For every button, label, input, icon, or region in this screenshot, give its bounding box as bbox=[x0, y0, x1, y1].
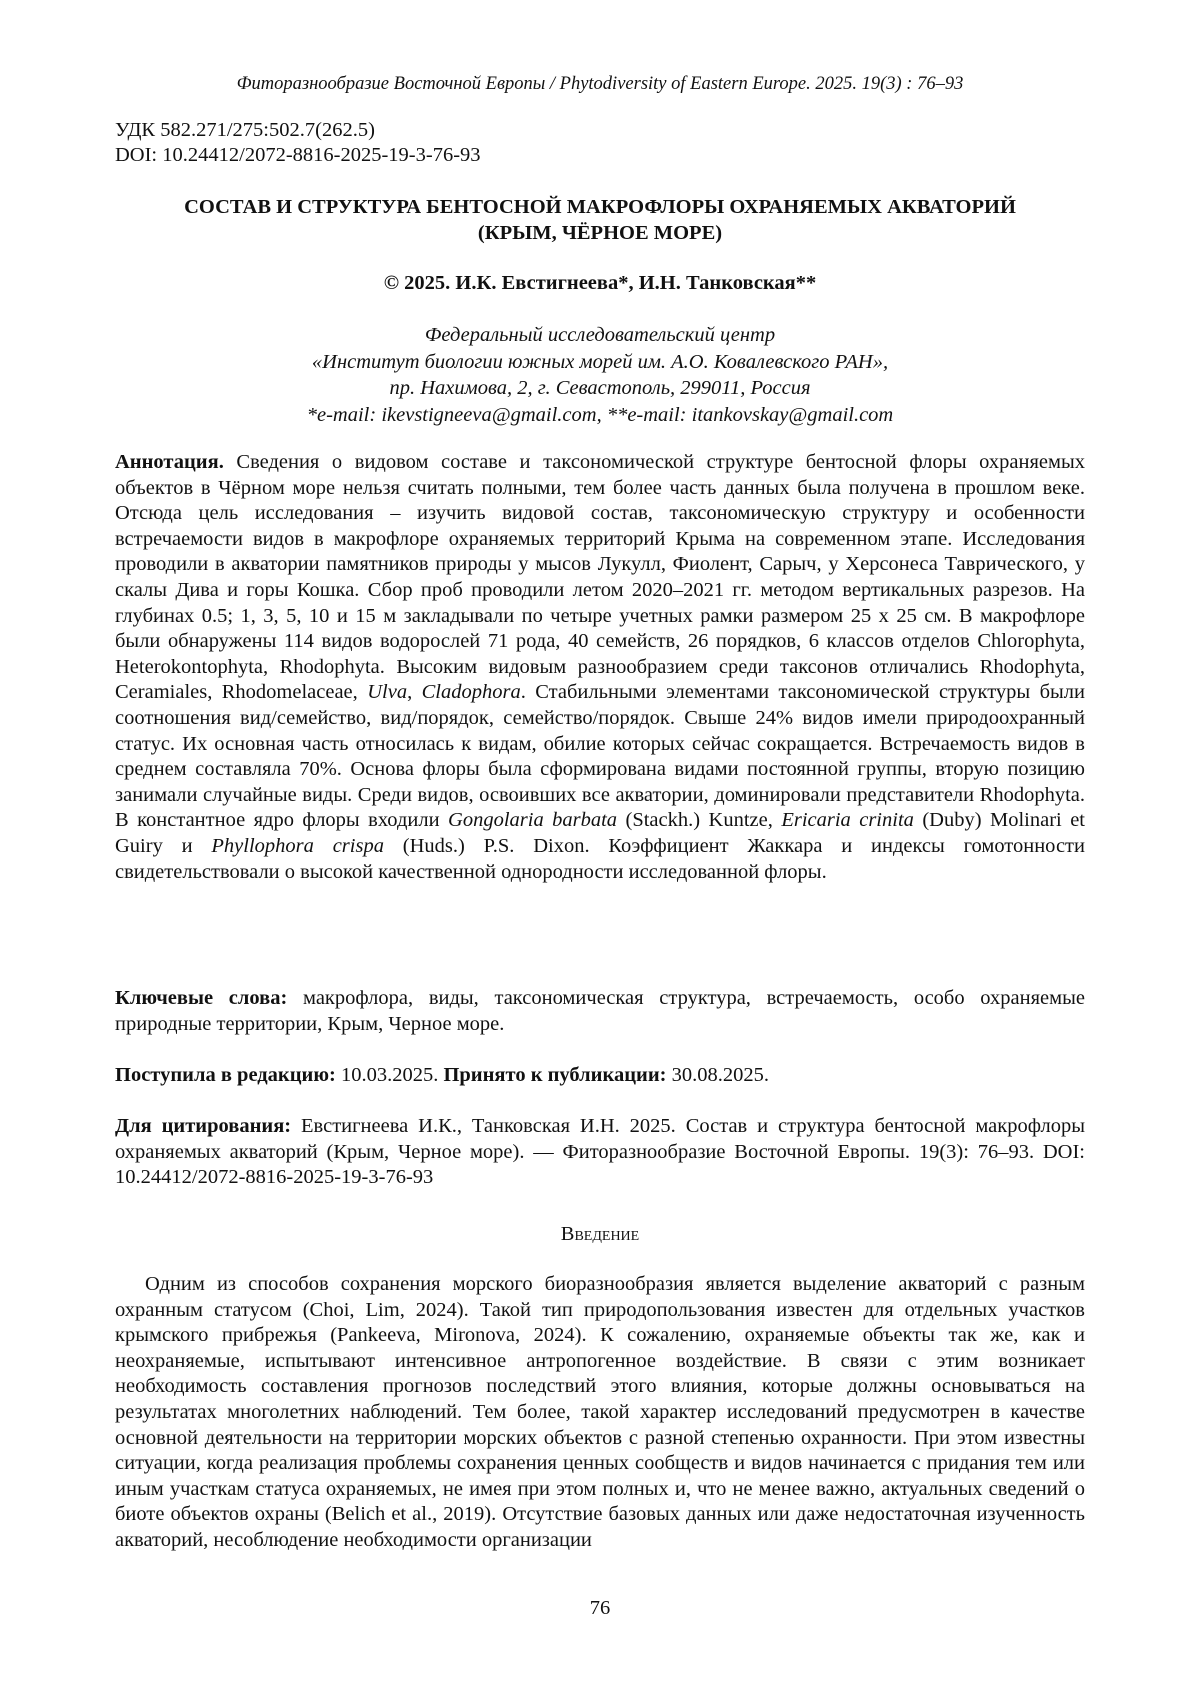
citation bbox=[115, 1114, 1085, 1191]
abstract-text-3: . Стабильными элементами таксономической структуры были соотношения вид/семейство, вид/порядок, семейство/порядок. Свыше 24% видов имели природоохранный статус. Их основная часть относилась к видам, обилие которых сейчас сокращается. Встречаемость видов в среднем составляла 70%. Основа флоры была сформирована видами постоянной группы, вторую позицию занимали случайные виды. Среди видов, освоивших все акватории, доминировали представители Rhodophyta. В константное ядро флоры входили bbox=[115, 681, 1086, 832]
abstract-text-4: (Stackh.) Kuntze, bbox=[617, 809, 782, 832]
authors: © 2025. И.К. Евстигнеева*, И.Н. Танковская** bbox=[383, 272, 817, 294]
abstract-text-1: Сведения о видовом составе и таксономической структуре бентосной флоры охраняемых объектов в Чёрном море нельзя считать полными, тем более часть данных была получена в прошлом веке. Отсюда цель исследования – изучить видовой состав, таксономическую структуру и особенности встречаемости видов в макрофлоре охраняемых территорий Крыма на современном этапе. Исследования проводили в акватории памятников природы у мысов Лукулл, Фиолент, Сарыч, у Херсонеса Таврического, у скалы Дива и горы Кошка. Сбор проб проводили летом 2020–2021 гг. методом вертикальных разрезов. На глубинах 0.5; 1, 3, 5, 10 и 15 м закладывали по четыре учетных рамки размером 25 х 25 см. В макрофлоре были обнаружены 114 видов водорослей 71 рода, 40 семейств, 26 порядков, 6 классов отделов Chlorophyta, Heterokontophyta, Rhodophyta. Высоким видовым разнообразием среди таксонов отличались Rhodophyta, Ceramiales, Rhodomelaceae, bbox=[115, 451, 1085, 704]
affiliation-line-1: Федеральный исследовательский центр bbox=[424, 324, 776, 346]
affiliation bbox=[110, 322, 1090, 428]
keywords bbox=[115, 986, 1085, 1037]
citation-label: Для цитирования: bbox=[115, 1115, 292, 1137]
article-title bbox=[110, 194, 1090, 246]
accepted-date: 30.08.2025. bbox=[666, 1064, 769, 1086]
abstract-text-6: (Huds.) P.S. Dixon. Коэффициент Жаккара и индексы гомотонности свидетельствовали о высокой качественной однородности исследованной флоры. bbox=[115, 834, 1085, 883]
species-phyllophora: Phyllophora crispa bbox=[211, 834, 384, 857]
affiliation-line-2: «Институт биологии южных морей им. А.О. Ковалевского РАН», bbox=[311, 350, 889, 373]
affiliation-line-3: пр. Нахимова, 2, г. Севастополь, 299011, Россия bbox=[389, 377, 811, 399]
citation-text: Евстигнеева И.К., Танковская И.Н. 2025. Состав и структура бентосной макрофлоры охраняемых акваторий (Крым, Черное море). — Фиторазнообразие Восточной Европы. 19(3): 76–93. DOI: 10.24412/2072-8816-2025-19-3-76-93 bbox=[115, 1115, 1086, 1189]
taxon-cladophora: Cladophora bbox=[421, 681, 521, 704]
taxon-ulva: Ulva bbox=[367, 681, 408, 704]
species-gongolaria: Gongolaria barbata bbox=[448, 809, 618, 832]
udk-code: УДК 582.271/275:502.7(262.5) bbox=[115, 119, 375, 141]
abstract-text-5: (Duby) Molinari et Guiry и bbox=[115, 809, 1085, 857]
species-ericaria: Ericaria crinita bbox=[781, 809, 914, 832]
title-line-1: СОСТАВ И СТРУКТУРА БЕНТОСНОЙ МАКРОФЛОРЫ ОХРАНЯЕМЫХ АКВАТОРИЙ bbox=[184, 196, 1016, 218]
abstract-text-2: , bbox=[407, 681, 422, 704]
running-head: Фиторазнообразие Восточной Европы / Phytodiversity of Eastern Europe. 2025. 19(3) : 76–93 bbox=[236, 74, 964, 94]
affiliation-emails: *e-mail: ikevstigneeva@gmail.com, **e-mail: itankovskay@gmail.com bbox=[306, 403, 894, 426]
abstract-label: Аннотация. bbox=[115, 451, 224, 473]
doi: DOI: 10.24412/2072-8816-2025-19-3-76-93 bbox=[115, 144, 481, 166]
article-meta bbox=[115, 118, 481, 168]
introduction-paragraph: Одним из способов сохранения морского биоразнообразия является выделение акваторий с разным охранным статусом (Choi, Lim, 2024). Такой тип природопользования известен для отдельных участков крымского прибрежья (Pankeeva, Mironova, 2024). К сожалению, охраняемые объекты так же, как и неохраняемые, испытывают интенсивное антропогенное воздействие. В связи с этим возникает необходимость составления прогнозов последствий этого влияния, которые должны основываться на результатах многолетних наблюдений. Тем более, такой характер исследований предусмотрен в качестве основной деятельности на территории морских объектов с разной степенью охранности. При этом известны ситуации, когда реализация проблемы сохранения ценных сообществ и видов начинается с придания тем или иным участкам статуса охраняемых, не имея при этом полных и, что не менее важно, актуальных сведений о биоте объектов охраны (Belich et al., 2019). Отсутствие базовых данных или даже недостаточная изученность акваторий, несоблюдение необходимости организации bbox=[115, 1273, 1085, 1551]
keywords-text: макрофлора, виды, таксономическая структура, встречаемость, особо охраняемые природные территории, Крым, Черное море. bbox=[115, 987, 1085, 1035]
abstract bbox=[115, 450, 1085, 885]
accepted-label: Принято к публикации: bbox=[438, 1064, 667, 1086]
received-date: 10.03.2025. bbox=[335, 1064, 439, 1086]
keywords-label: Ключевые слова: bbox=[115, 987, 288, 1009]
page-number: 76 bbox=[589, 1597, 611, 1619]
received-label: Поступила в редакцию: bbox=[115, 1064, 336, 1086]
section-title-introduction: Введение bbox=[560, 1223, 640, 1245]
dates bbox=[115, 1063, 1085, 1089]
title-line-2: (КРЫМ, ЧЁРНОЕ МОРЕ) bbox=[477, 222, 723, 244]
